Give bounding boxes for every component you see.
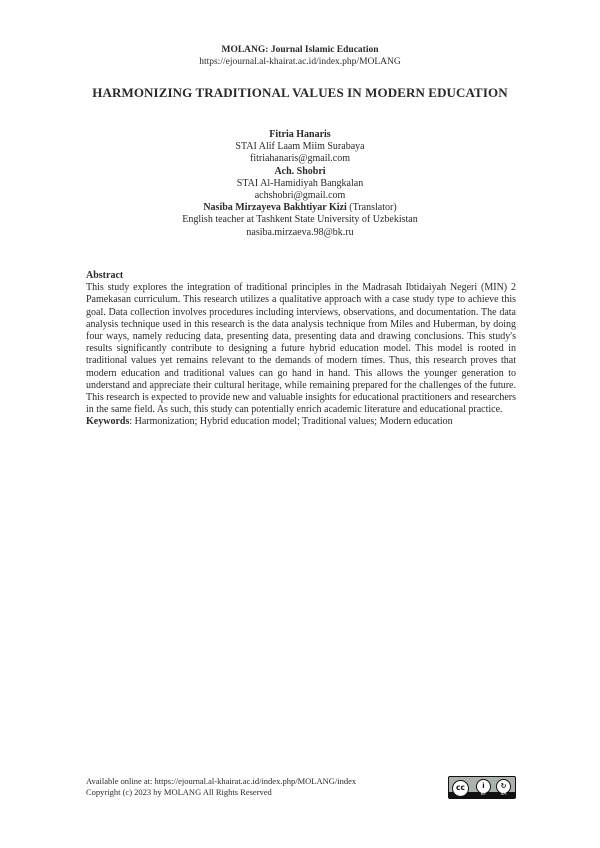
keywords-line: [86, 416, 516, 428]
cc-by-sa-license-badge[interactable]: [448, 776, 516, 799]
keywords-label: Keywords: [86, 416, 130, 428]
attribution-icon: i: [476, 779, 491, 794]
abstract-text: This study explores the integration of traditional principles in the Madrasah Ibtidaiyah Negeri (MIN) 2 Pamekasan curriculum. This research utilizes a qualitative approach with a case study type to achieve this goal. Data collection involves procedures including interviews, observations, and documentation. The data analysis technique used in this research is the data analysis technique from Miles and Huberman, by doing four ways, namely reducing data, presenting data, presenting data and drawing conclusions. This study's results significantly contribute to designing a future hybrid education model. This model is rooted in traditional values yet remains relevant to the demands of modern times. Thus, this research proves that modern education and traditional values can go hand in hand. This allows the younger generation to understand and appreciate their cultural heritage, while remaining prepared for the challenges of the future. This research is expected to provide new and valuable insights for educational practitioners and researchers in the same field. As such, this study can potentially enrich academic literature and educational practice.: [86, 282, 516, 416]
copyright-note: Copyright (c) 2023 by MOLANG All Rights Reserved: [86, 787, 272, 797]
page-footer: [86, 776, 356, 798]
availability-note[interactable]: Available online at: https://ejournal.al-khairat.ac.id/index.php/MOLANG/index: [86, 776, 357, 786]
author-block: [0, 129, 600, 239]
author-entry: [0, 202, 600, 239]
journal-name: MOLANG: Journal Islamic Education: [221, 45, 379, 55]
creative-commons-icon: cc: [452, 780, 469, 797]
author-name-line: [0, 202, 600, 214]
running-header: [0, 44, 600, 68]
author-entry: [0, 166, 600, 203]
sa-label: SA: [500, 792, 507, 797]
author-entry: [0, 129, 600, 166]
author-name: Nasiba Mirzayeva Bakhtiyar Kizi: [203, 202, 347, 214]
paper-title: HARMONIZING TRADITIONAL VALUES IN MODERN EDUCATION: [92, 85, 508, 100]
author-affiliation: English teacher at Tashkent State University of Uzbekistan: [182, 214, 418, 226]
abstract-heading: Abstract: [86, 270, 124, 281]
author-name: Fitria Hanaris: [269, 129, 331, 140]
author-affiliation: STAI Alif Laam Miim Surabaya: [235, 141, 365, 153]
author-role: (Translator): [346, 202, 397, 214]
author-email[interactable]: achshobri@gmail.com: [254, 190, 346, 202]
journal-url[interactable]: https://ejournal.al-khairat.ac.id/index.php/MOLANG: [199, 57, 401, 67]
keywords-list: : Harmonization; Hybrid education model; Traditional values; Modern education: [129, 416, 453, 428]
share-alike-icon: ↻: [496, 779, 511, 794]
author-name: Ach. Shobri: [274, 165, 326, 177]
author-affiliation: STAI Al-Hamidiyah Bangkalan: [236, 177, 364, 189]
author-email[interactable]: nasiba.mirzaeva.98@bk.ru: [246, 226, 354, 238]
abstract-section: [86, 270, 516, 429]
by-label: BY: [480, 792, 487, 797]
author-email[interactable]: fitriahanaris@gmail.com: [249, 153, 350, 165]
